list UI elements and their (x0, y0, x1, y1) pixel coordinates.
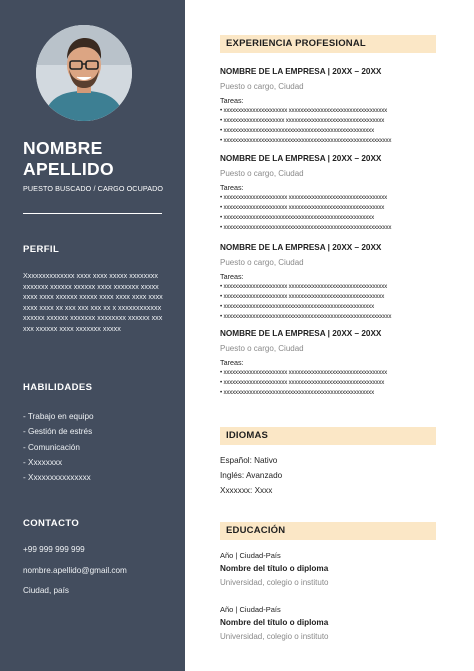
skill-item: - Xxxxxxxxxxxxxxx (23, 473, 91, 483)
last-name: APELLIDO (23, 159, 114, 179)
experience-item (220, 154, 450, 233)
role-line: Puesto o cargo, Ciudad (220, 82, 304, 91)
tasks-label: Tareas: (220, 183, 244, 192)
sidebar-divider (23, 213, 162, 214)
tasks-list (220, 368, 450, 398)
education-degree: Nombre del título o diploma (220, 618, 329, 627)
language-item: Xxxxxxx: Xxxx (220, 486, 273, 495)
role-line: Puesto o cargo, Ciudad (220, 258, 304, 267)
tasks-label: Tareas: (220, 96, 244, 105)
sidebar (0, 0, 185, 671)
task-item: • xxxxxxxxxxxxxxxxxxxxxx xxxxxxxxxxxxxxxxxxxxxxxxxxxxxxxxx (220, 293, 385, 300)
skill-item: - Xxxxxxxx (23, 457, 63, 467)
task-item: • xxxxxxxxxxxxxxxxxxxxx xxxxxxxxxxxxxxxxxxxxxxxxxxxxxxxxxx (220, 117, 385, 124)
skills-heading: HABILIDADES (23, 382, 93, 393)
tasks-list (220, 193, 450, 233)
task-item: • xxxxxxxxxxxxxxxxxxxxxxxxxxxxxxxxxxxxxxxxxxxxxxxxxxxx (220, 389, 374, 396)
task-item: • xxxxxxxxxxxxxxxxxxxxxx xxxxxxxxxxxxxxxxxxxxxxxxxxxxxxxxx (220, 379, 385, 386)
task-item: • xxxxxxxxxxxxxxxxxxxxxx xxxxxxxxxxxxxxxxxxxxxxxxxxxxxxxxxx (220, 194, 388, 201)
company-line: NOMBRE DE LA EMPRESA | 20XX – 20XX (220, 243, 382, 252)
task-item: • xxxxxxxxxxxxxxxxxxxxxx xxxxxxxxxxxxxxxxxxxxxxxxxxxxxxxxxx (220, 283, 388, 290)
skills-list (23, 409, 94, 485)
full-name (23, 138, 114, 180)
company-line: NOMBRE DE LA EMPRESA | 20XX – 20XX (220, 67, 382, 76)
skill-item: - Comunicación (23, 442, 80, 452)
education-item (220, 551, 450, 587)
task-item: • xxxxxxxxxxxxxxxxxxxxxxxxxxxxxxxxxxxxxxxxxxxxxxxxxxxxxxxxxx (220, 137, 392, 144)
education-school: Universidad, colegio o instituto (220, 632, 329, 641)
profile-photo (36, 25, 132, 121)
education-degree: Nombre del título o diploma (220, 564, 329, 573)
experience-item (220, 67, 450, 146)
task-item: • xxxxxxxxxxxxxxxxxxxxxx xxxxxxxxxxxxxxxxxxxxxxxxxxxxxxxxxx (220, 369, 388, 376)
language-item: Español: Nativo (220, 456, 278, 465)
profile-heading: PERFIL (23, 244, 60, 255)
experience-item (220, 329, 450, 398)
experience-heading: EXPERIENCIA PROFESIONAL (220, 35, 436, 53)
education-year: Año | Ciudad-País (220, 551, 281, 560)
education-item (220, 605, 450, 641)
first-name: NOMBRE (23, 138, 103, 158)
skill-item: - Gestión de estrés (23, 427, 93, 437)
languages-heading: IDIOMAS (220, 427, 436, 445)
person-photo-icon (36, 25, 132, 121)
tasks-list (220, 106, 450, 146)
task-item: • xxxxxxxxxxxxxxxxxxxxxxxxxxxxxxxxxxxxxxxxxxxxxxxxxxxx (220, 214, 374, 221)
task-item: • xxxxxxxxxxxxxxxxxxxxxxxxxxxxxxxxxxxxxxxxxxxxxxxxxxxxxxxxxx (220, 224, 392, 231)
job-title: PUESTO BUSCADO / CARGO OCUPADO (23, 184, 164, 193)
contact-heading: CONTACTO (23, 518, 80, 529)
skill-item: - Trabajo en equipo (23, 412, 94, 421)
task-item: • xxxxxxxxxxxxxxxxxxxxxxxxxxxxxxxxxxxxxxxxxxxxxxxxxxxx (220, 127, 374, 134)
role-line: Puesto o cargo, Ciudad (220, 344, 304, 353)
language-item: Inglés: Avanzado (220, 471, 283, 480)
experience-item (220, 243, 450, 322)
company-line: NOMBRE DE LA EMPRESA | 20XX – 20XX (220, 329, 382, 338)
main-content (185, 0, 474, 671)
tasks-label: Tareas: (220, 272, 244, 281)
contact-location: Ciudad, país (23, 586, 69, 595)
education-heading: EDUCACIÓN (220, 522, 436, 540)
task-item: • xxxxxxxxxxxxxxxxxxxxxx xxxxxxxxxxxxxxxxxxxxxxxxxxxxxxxxxx (220, 107, 388, 114)
contact-phone: +99 999 999 999 (23, 545, 85, 554)
profile-text: Xxxxxxxxxxxxxx xxxx xxxx xxxxx xxxxxxxx xxxxxxx xxxxxx xxxxxx xxxx xxxxxxx xxxxx xxxx xxxx xxxxxx xxxxx xxxx xxxx xxxx xxxx xxxx xxxx xx xxx xxx xxx xx x xxxxxxxxxxxxxxxxxx xxxxxx xxxxxxx xxxxxxxx xxxxxx xxxxxx xxxxxx xxxx xxxxxxx xxxxx (23, 271, 163, 333)
tasks-label: Tareas: (220, 358, 244, 367)
tasks-list (220, 282, 450, 322)
contact-email[interactable]: nombre.apellido@gmail.com (23, 566, 127, 575)
company-line: NOMBRE DE LA EMPRESA | 20XX – 20XX (220, 154, 382, 163)
task-item: • xxxxxxxxxxxxxxxxxxxxxxxxxxxxxxxxxxxxxxxxxxxxxxxxxxxxxxxxxx (220, 313, 392, 320)
education-year: Año | Ciudad-País (220, 605, 281, 614)
education-school: Universidad, colegio o instituto (220, 578, 329, 587)
task-item: • xxxxxxxxxxxxxxxxxxxxxx xxxxxxxxxxxxxxxxxxxxxxxxxxxxxxxxx (220, 204, 385, 211)
role-line: Puesto o cargo, Ciudad (220, 169, 304, 178)
task-item: • xxxxxxxxxxxxxxxxxxxxxxxxxxxxxxxxxxxxxxxxxxxxxxxxxxxx (220, 303, 374, 310)
